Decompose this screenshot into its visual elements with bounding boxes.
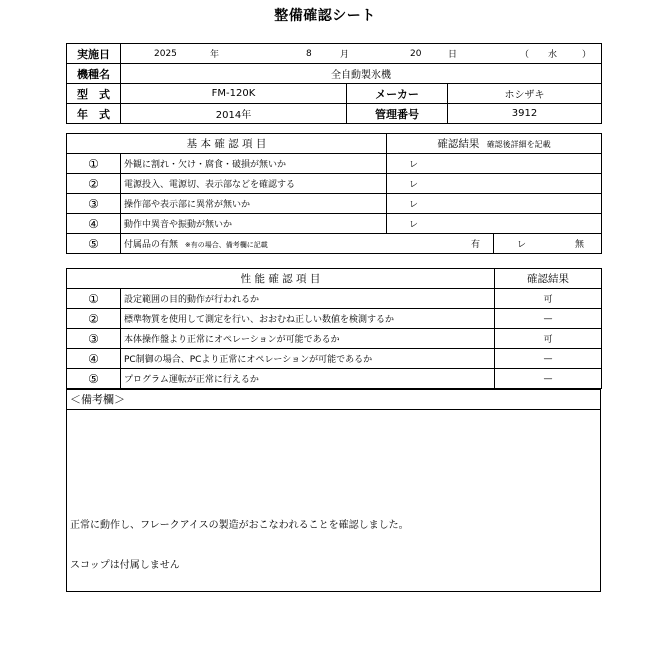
basic-header-row (67, 134, 602, 154)
row-number: ② (67, 174, 121, 194)
table-row (67, 369, 602, 389)
table-row (67, 349, 602, 369)
kind-value: 全自動製氷機 (121, 64, 602, 84)
row-result: 可 (495, 329, 602, 349)
remarks-line-1: 正常に動作し、フレークアイスの製造がおこなわれることを確認しました。 (70, 520, 409, 531)
row-text: 操作部や表示部に異常が無いか (121, 194, 387, 214)
row-text: プログラム運転が正常に行えるか (121, 369, 495, 389)
model-label: 型 式 (67, 84, 121, 104)
remarks-box (66, 389, 601, 592)
row-number: ① (67, 289, 121, 309)
date-year: 2025 (154, 48, 177, 59)
row-result: レ (387, 154, 602, 174)
row-result: 可 (495, 289, 602, 309)
date-row (67, 44, 602, 64)
date-day: 20 (410, 48, 422, 59)
row-result: レ (387, 194, 602, 214)
row-number: ④ (67, 214, 121, 234)
row-text: 動作中異音や振動が無いか (121, 214, 387, 234)
table-row (67, 174, 602, 194)
row-number: ④ (67, 349, 121, 369)
row-text: 標準物質を使用して測定を行い、おおむね正しい数値を検測するか (121, 309, 495, 329)
row-result: レ (387, 214, 602, 234)
date-month-unit: 月 (340, 50, 350, 60)
kind-row (67, 64, 602, 84)
weekday: 水 (548, 50, 558, 60)
accessory-text-cell (121, 234, 494, 254)
page-title: 整備確認シート (274, 8, 376, 24)
info-table (66, 43, 602, 124)
row-text: 電源投入、電源切、表示部などを確認する (121, 174, 387, 194)
basic-header-item: 基 本 確 認 項 目 (67, 134, 387, 154)
year-value: 2014年 (121, 104, 347, 124)
basic-check-table (66, 133, 602, 254)
table-row (67, 289, 602, 309)
row-result: — (495, 349, 602, 369)
year-label: 年 式 (67, 104, 121, 124)
row-number: ⑤ (67, 369, 121, 389)
date-month: 8 (306, 48, 312, 59)
kind-label: 機種名 (67, 64, 121, 84)
date-day-unit: 日 (448, 50, 458, 60)
row-result: レ (387, 174, 602, 194)
accessory-text: 付属品の有無 (124, 240, 179, 250)
maker-label: メーカー (347, 84, 448, 104)
model-value: FM-120K (121, 84, 347, 104)
row-number: ③ (67, 329, 121, 349)
perf-header-row (67, 269, 602, 289)
date-year-unit: 年 (210, 50, 220, 60)
row-number: ① (67, 154, 121, 174)
mgmt-value: 3912 (448, 104, 602, 124)
weekday-close: ） (582, 50, 592, 60)
perf-header-item: 性 能 確 認 項 目 (67, 269, 495, 289)
row-text: 本体操作盤より正常にオペレーションが可能であるか (121, 329, 495, 349)
basic-header-result-note: 確認後詳細を記載 (486, 140, 551, 149)
row-result: — (495, 369, 602, 389)
date-value (121, 44, 602, 64)
model-row (67, 84, 602, 104)
remarks-label: ＜備考欄＞ (67, 390, 600, 410)
performance-check-table (66, 268, 602, 389)
row-number: ③ (67, 194, 121, 214)
accessory-yes: 有 (471, 240, 481, 250)
basic-header-result (387, 134, 602, 154)
remarks-line-2: スコップは付属しません (70, 560, 180, 571)
table-row (67, 154, 602, 174)
accessory-check: レ (517, 240, 527, 250)
accessory-note: ※有の場合、備考欄に記載 (184, 241, 268, 249)
maker-value: ホシザキ (448, 84, 602, 104)
accessory-no: 無 (575, 240, 585, 250)
weekday-open: （ (520, 50, 530, 60)
table-row (67, 214, 602, 234)
row-number: ⑤ (67, 234, 121, 254)
accessory-row (67, 234, 602, 254)
year-row (67, 104, 602, 124)
table-row (67, 194, 602, 214)
row-text: 設定範囲の目的動作が行われるか (121, 289, 495, 309)
date-label: 実施日 (67, 44, 121, 64)
perf-header-result: 確認結果 (495, 269, 602, 289)
table-row (67, 329, 602, 349)
row-text: PC制御の場合、PCより正常にオペレーションが可能であるか (121, 349, 495, 369)
table-row (67, 309, 602, 329)
row-text: 外観に割れ・欠け・腐食・破損が無いか (121, 154, 387, 174)
basic-header-result-label: 確認結果 (437, 138, 480, 150)
mgmt-label: 管理番号 (347, 104, 448, 124)
accessory-result-cell (494, 234, 602, 254)
row-number: ② (67, 309, 121, 329)
row-result: — (495, 309, 602, 329)
